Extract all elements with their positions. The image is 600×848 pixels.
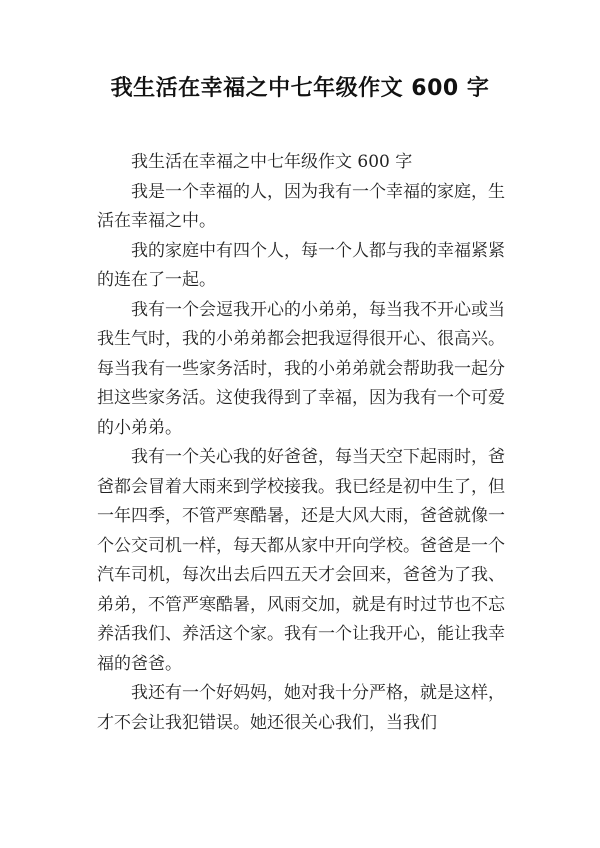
paragraph: 我有一个关心我的好爸爸，每当天空下起雨时，爸爸都会冒着大雨来到学校接我。我已经是初中生了，但一年四季，不管严寒酷暑，还是大风大雨，爸爸就像一个公交司机一样，每天都从家中开向学校。爸爸是一个汽车司机，每次出去后四五天才会回来，爸爸为了我、弟弟，不管严寒酷暑，风雨交加，就是有时过节也不忘养活我们、养活这个家。我有一个让我开心，能让我幸福的爸爸。 xyxy=(97,447,505,674)
page-title: 我生活在幸福之中七年级作文 600 字 xyxy=(110,76,490,101)
paragraph: 我还有一个好妈妈，她对我十分严格，就是这样，才不会让我犯错误。她还很关心我们，当我们 xyxy=(97,683,505,733)
paragraph: 我是一个幸福的人，因为我有一个幸福的家庭，生活在幸福之中。 xyxy=(97,181,505,231)
paragraph: 我生活在幸福之中七年级作文 600 字 xyxy=(131,152,413,172)
paragraph: 我有一个会逗我开心的小弟弟，每当我不开心或当我生气时，我的小弟弟都会把我逗得很开心、很高兴。每当我有一些家务活时，我的小弟弟就会帮助我一起分担这些家务活。这使我得到了幸福，因为我有一个可爱的小弟弟。 xyxy=(97,299,505,438)
essay-body xyxy=(97,148,505,738)
paragraph: 我的家庭中有四个人，每一个人都与我的幸福紧紧的连在了一起。 xyxy=(97,240,505,290)
